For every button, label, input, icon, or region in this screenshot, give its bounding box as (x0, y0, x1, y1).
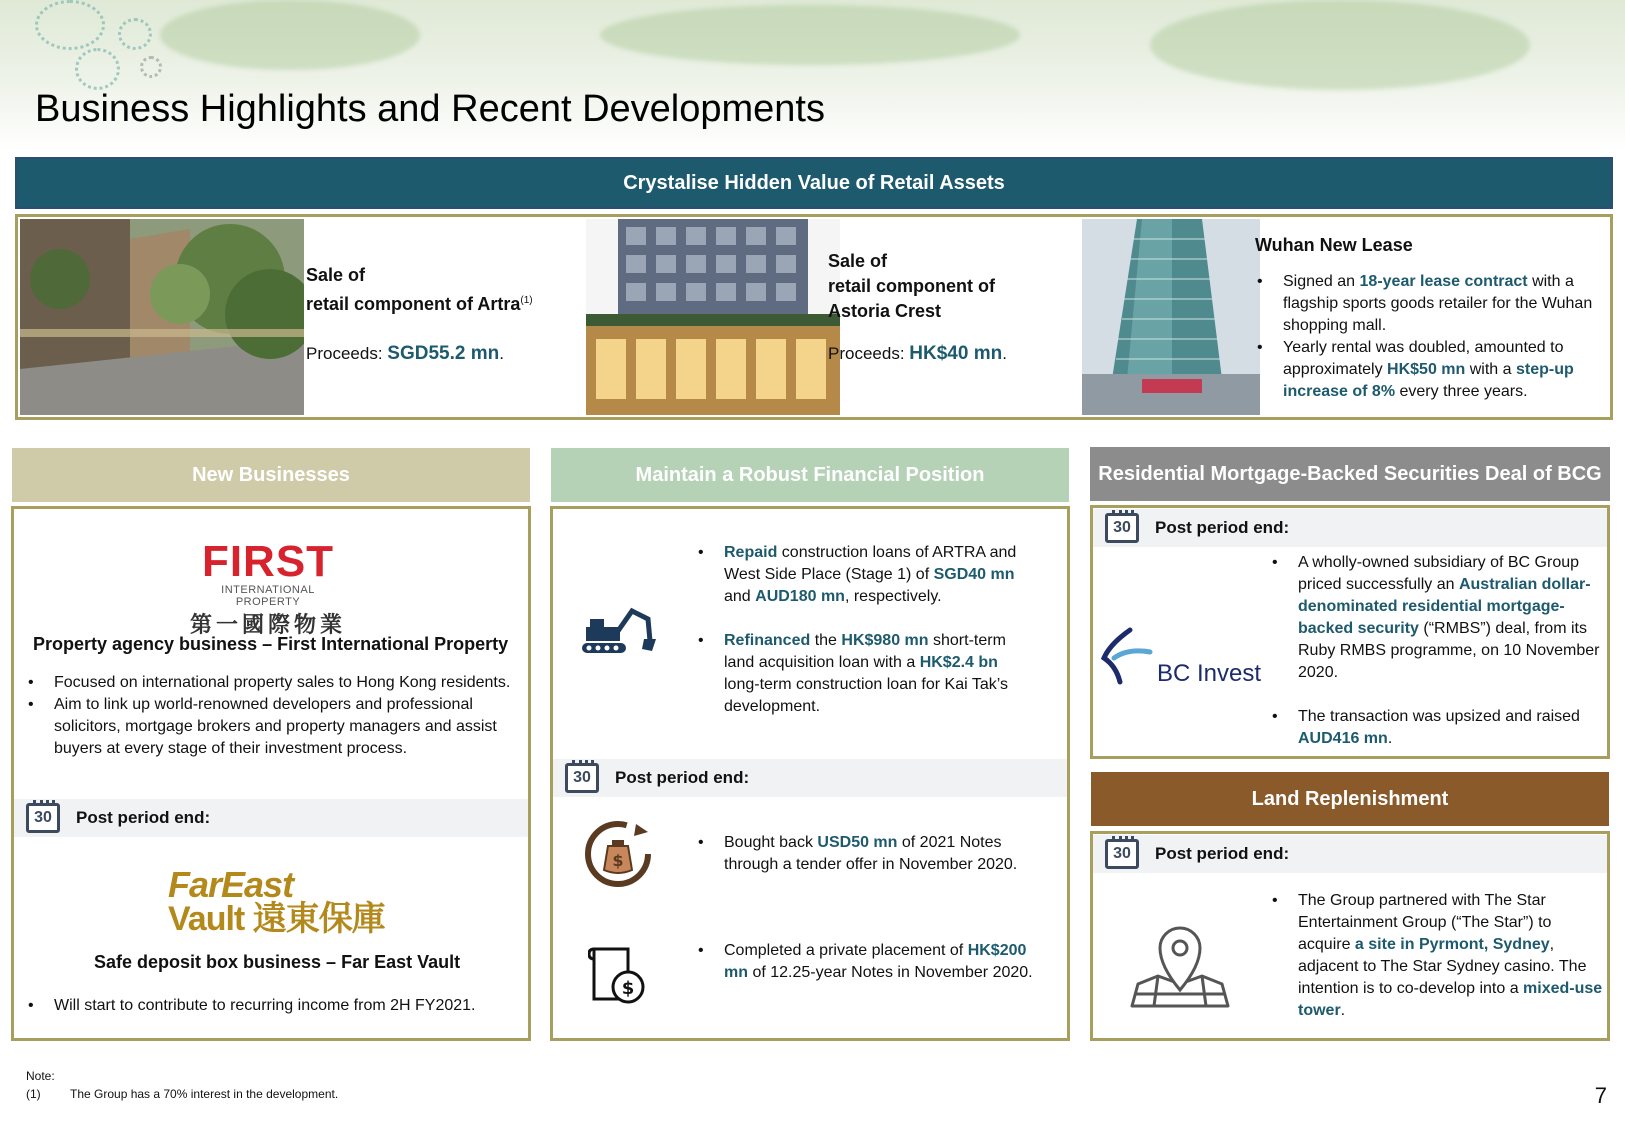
fev-logo-line1: FarEast (168, 864, 294, 905)
list-item: • Will start to contribute to recurring income from 2H FY2021. (26, 995, 526, 1017)
text: Completed a private placement of (724, 942, 968, 959)
land-replenishment-header: Land Replenishment (1091, 772, 1609, 826)
list-item (1270, 706, 1605, 750)
artra-line1: Sale of (306, 265, 366, 285)
first-logo-subtext: INTERNATIONAL PROPERTY (221, 584, 315, 608)
financial-bullet-placement (696, 940, 1036, 984)
astoria-proceeds (828, 343, 1007, 365)
artra-proceeds (306, 343, 504, 365)
new-businesses-header: New Businesses (12, 448, 530, 502)
first-logo-chinese: 第一國際物業 (189, 612, 346, 637)
highlight: HK$980 mn (841, 632, 929, 649)
text: and (724, 588, 756, 605)
calendar-icon: 30 (565, 763, 599, 793)
highlight: USD50 mn (817, 834, 898, 851)
circle-decoration (140, 56, 162, 78)
wuhan-mall-photo (1082, 219, 1260, 415)
list-item: • Focused on international property sales to Hong Kong residents. (26, 672, 526, 694)
artra-photo (20, 219, 304, 415)
text: . (1387, 730, 1393, 747)
circle-decoration (35, 0, 105, 50)
text: A wholly-owned subsidiary of BC Group priced successfully an (1298, 554, 1580, 593)
list-item (696, 832, 1036, 876)
vault-business-title: Safe deposit box business – Far East Vault (94, 952, 461, 972)
far-east-vault-logo (168, 864, 388, 938)
retail-assets-panel (15, 214, 1613, 420)
wuhan-title: Wuhan New Lease (1255, 235, 1413, 255)
wuhan-bullets (1255, 271, 1605, 403)
rmbs-bullets (1270, 552, 1605, 750)
list-item (1270, 890, 1605, 1022)
fev-logo-line2: Vault 遠東保庫 (168, 900, 385, 938)
list-item (696, 630, 1036, 718)
artra-proceeds-value: SGD55.2 mn (387, 343, 500, 364)
highlight: Repaid (724, 544, 778, 561)
financial-bullet-buyback (696, 832, 1036, 876)
first-international-logo (188, 537, 348, 639)
list-item (1270, 552, 1605, 684)
highlight: HK$50 mn (1387, 361, 1466, 378)
highlight: HK$200 mn (724, 942, 1027, 981)
highlight: Australian dollar-denominated residential mortgage-backed security (1298, 576, 1591, 637)
page-title: Business Highlights and Recent Developments (35, 88, 825, 130)
proceeds-label: Proceeds: (306, 344, 388, 363)
map-pin-icon (1128, 924, 1232, 1015)
first-logo-text: FIRST (201, 537, 335, 586)
rmbs-header: Residential Mortgage-Backed Securities Deal of BCG (1090, 447, 1610, 501)
astoria-sale-title (828, 249, 995, 324)
proceeds-label: Proceeds: (828, 344, 910, 363)
astoria-line1: Sale of (828, 251, 888, 271)
text: every three years. (1395, 383, 1528, 400)
calendar-icon: 30 (1105, 513, 1139, 543)
note-text: The Group has a 70% interest in the development. (70, 1087, 339, 1101)
list-item: • Aim to link up world-renowned developers and professional solicitors, mortgage brokers and property managers and assist buyers at every stage of their investment process. (26, 694, 526, 760)
astoria-crest-photo (586, 219, 840, 415)
bc-invest-logo (1100, 626, 1270, 686)
text: short-term land acquisition loan with a (724, 632, 1006, 671)
text: with a flagship sports goods retailer for the Wuhan shopping mall. (1283, 273, 1593, 334)
punctuation: . (499, 344, 504, 363)
financial-position-header: Maintain a Robust Financial Position (551, 448, 1069, 502)
foliage-decoration (600, 5, 1020, 65)
land-bullets (1270, 890, 1605, 1022)
text: construction loans of ARTRA and West Side Place (Stage 1) of (724, 544, 1017, 583)
text: (“RMBS”) deal, from its Ruby RMBS programme, on 10 November 2020. (1298, 620, 1600, 681)
agency-bullets (26, 672, 526, 760)
punctuation: . (1002, 344, 1007, 363)
note-label: Note: (26, 1069, 55, 1083)
text: with a (1465, 361, 1516, 378)
highlight: Refinanced (724, 632, 811, 649)
text: Yearly rental was doubled, amounted to approximately (1283, 339, 1564, 378)
astoria-proceeds-value: HK$40 mn (909, 343, 1003, 364)
astoria-line3: Astoria Crest (828, 301, 942, 321)
highlight: AUD180 mn (755, 588, 845, 605)
text: long-term construction loan for Kai Tak’s development. (724, 676, 1008, 715)
circle-decoration (118, 18, 152, 50)
post-period-bar (1093, 509, 1607, 547)
text: The Group partnered with The Star Entertainment Group (“The Star”) to acquire (1298, 892, 1552, 953)
foliage-decoration (160, 0, 420, 70)
post-period-bar (14, 799, 528, 837)
highlight: mixed-use tower (1298, 980, 1603, 1019)
list-item (1255, 337, 1605, 403)
retail-assets-header: Crystalise Hidden Value of Retail Assets (15, 157, 1613, 209)
foliage-decoration (1150, 0, 1530, 90)
artra-sale-title (306, 263, 533, 317)
svg-text:$: $ (621, 978, 635, 999)
agency-business-title: Property agency business – First International Property (33, 634, 509, 654)
bc-invest-logo-text: BC Invest (1157, 660, 1262, 687)
money-bag-cycle-icon (582, 818, 654, 895)
text: The transaction was upsized and raised (1298, 708, 1580, 725)
post-period-label: Post period end: (1155, 518, 1290, 537)
highlight: a site in Pyrmont, Sydney (1354, 936, 1550, 953)
svg-text:$: $ (612, 851, 624, 870)
calendar-icon: 30 (26, 803, 60, 833)
highlight: SGD40 mn (933, 566, 1015, 583)
invoice-dollar-icon (588, 945, 648, 1012)
astoria-line2: retail component of (828, 276, 996, 296)
text: Bought back (724, 834, 818, 851)
text: . (1340, 1002, 1346, 1019)
circle-decoration (75, 48, 120, 90)
post-period-bar (553, 759, 1067, 797)
financial-bullets-top (696, 542, 1036, 718)
text: of 12.25-year Notes in November 2020. (748, 964, 1033, 981)
artra-footnote-mark: (1) (520, 295, 533, 306)
text: , respectively. (844, 588, 942, 605)
artra-line2: retail component of Artra (306, 294, 521, 314)
highlight: step-up increase of 8% (1283, 361, 1574, 400)
post-period-bar (1093, 835, 1607, 873)
highlight: AUD416 mn (1298, 730, 1388, 747)
post-period-label: Post period end: (76, 808, 211, 827)
vault-bullets (26, 995, 526, 1017)
list-item (696, 940, 1036, 984)
text: of 2021 Notes through a tender offer in November 2020. (724, 834, 1018, 873)
excavator-icon (580, 605, 656, 660)
page-number: 7 (1594, 1083, 1607, 1108)
text: , adjacent to The Star Sydney casino. The intention is to co-develop into a (1298, 936, 1587, 997)
post-period-label: Post period end: (615, 768, 750, 787)
list-item (696, 542, 1036, 608)
note-number: (1) (26, 1087, 41, 1101)
calendar-icon: 30 (1105, 839, 1139, 869)
text: Signed an (1283, 273, 1360, 290)
highlight: 18-year lease contract (1359, 273, 1528, 290)
list-item (1255, 271, 1605, 337)
post-period-label: Post period end: (1155, 844, 1290, 863)
text: the (810, 632, 842, 649)
highlight: HK$2.4 bn (919, 654, 998, 671)
